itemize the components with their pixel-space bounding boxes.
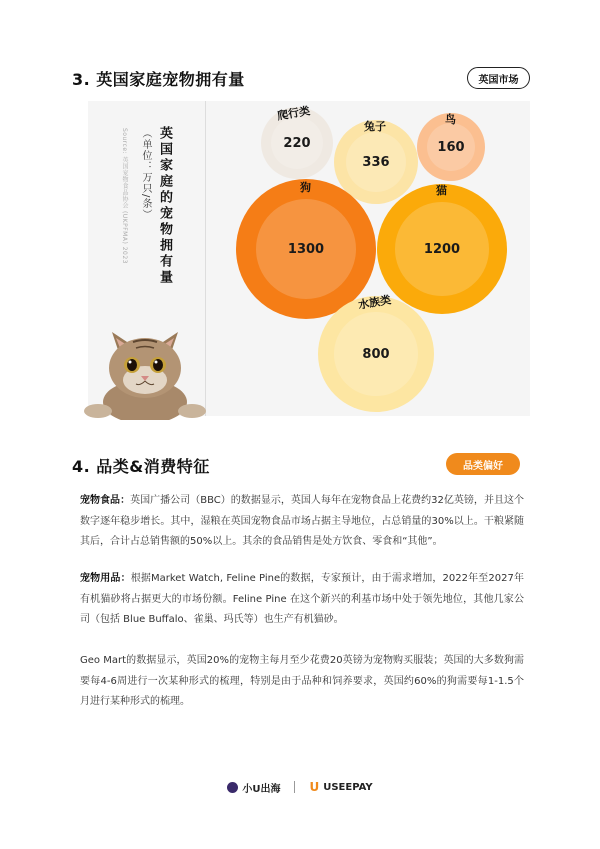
useepay-name: USEEPAY <box>323 781 373 793</box>
bubble-4 <box>377 184 507 314</box>
chart-title: 英国家庭的宠物拥有量 <box>157 126 172 286</box>
pet-food-text: 英国广播公司（BBC）的数据显示，英国人每年在宠物食品上花费约32亿英镑，并且这个数字逐年稳步增长。其中，湿粮在英国宠物食品市场占据主导地位，占总销量的30%以上。干粮紧随其后，合计占总销售额的50%以上。其余的食品销售是处方饮食、零食和“其他”。 <box>80 495 524 547</box>
section-3-title: 3. 英国家庭宠物拥有量 <box>72 70 245 89</box>
bubble-value-4: 1200 <box>423 241 461 257</box>
xiaou-logo-icon <box>227 782 238 793</box>
bubble-label-2: 鸟 <box>445 113 456 126</box>
bubble-value-5: 800 <box>362 346 390 362</box>
section-4-title: 4. 品类&消费特征 <box>72 457 210 476</box>
bubble-3 <box>236 179 376 319</box>
useepay-logo-icon: U <box>309 780 320 794</box>
brand-xiaou <box>227 780 280 795</box>
chart-unit: （单位：万只/条） <box>140 128 151 221</box>
pet-supplies-paragraph <box>80 569 524 631</box>
geo-mart-paragraph <box>80 651 524 713</box>
bubble-label-4: 猫 <box>436 184 447 197</box>
category-preference-tag: 品类偏好 <box>446 453 520 475</box>
uk-market-tag: 英国市场 <box>467 67 530 89</box>
footer <box>0 777 600 797</box>
pet-supplies-label: 宠物用品： <box>80 573 131 584</box>
bubble-value-0: 220 <box>283 135 311 151</box>
chart-source: Source: 英国宠物食品协会 (UKPFMA) 2023 <box>121 128 128 264</box>
footer-separator <box>294 781 295 793</box>
bubble-value-3: 1300 <box>287 241 325 257</box>
bubble-label-0: 爬行类 <box>276 104 311 123</box>
bubble-value-1: 336 <box>362 154 390 170</box>
bubble-value-2: 160 <box>437 139 465 155</box>
cat-image <box>78 310 213 420</box>
bubble-label-1: 兔子 <box>364 120 386 133</box>
pet-food-label: 宠物食品： <box>80 495 131 506</box>
bubble-5 <box>318 296 434 412</box>
bubble-label-5: 水族类 <box>357 293 392 312</box>
bubble-label-3: 狗 <box>300 181 311 194</box>
brand-useepay <box>309 780 372 794</box>
geo-mart-text: Geo Mart的数据显示，英国20%的宠物主每月至少花费20英镑为宠物购买服装；英国的大多数狗需要每4-6周进行一次某种形式的梳理，特别是由于品种和饲养要求，英国约60%的狗需要每1-1.5个月进行某种形式的梳理。 <box>80 655 524 707</box>
xiaou-name: 小U出海 <box>242 783 281 795</box>
pet-food-paragraph <box>80 491 524 553</box>
pet-supplies-text: 根据Market Watch, Feline Pine的数据，专家预计，由于需求增加，2022年至2027年有机猫砂将占据更大的市场份额。Feline Pine 在这个新兴的利基市场中处于领先地位，其他几家公司（包括 Blue Buffalo、雀巢、玛氏等）也生产有机猫砂。 <box>80 573 525 625</box>
